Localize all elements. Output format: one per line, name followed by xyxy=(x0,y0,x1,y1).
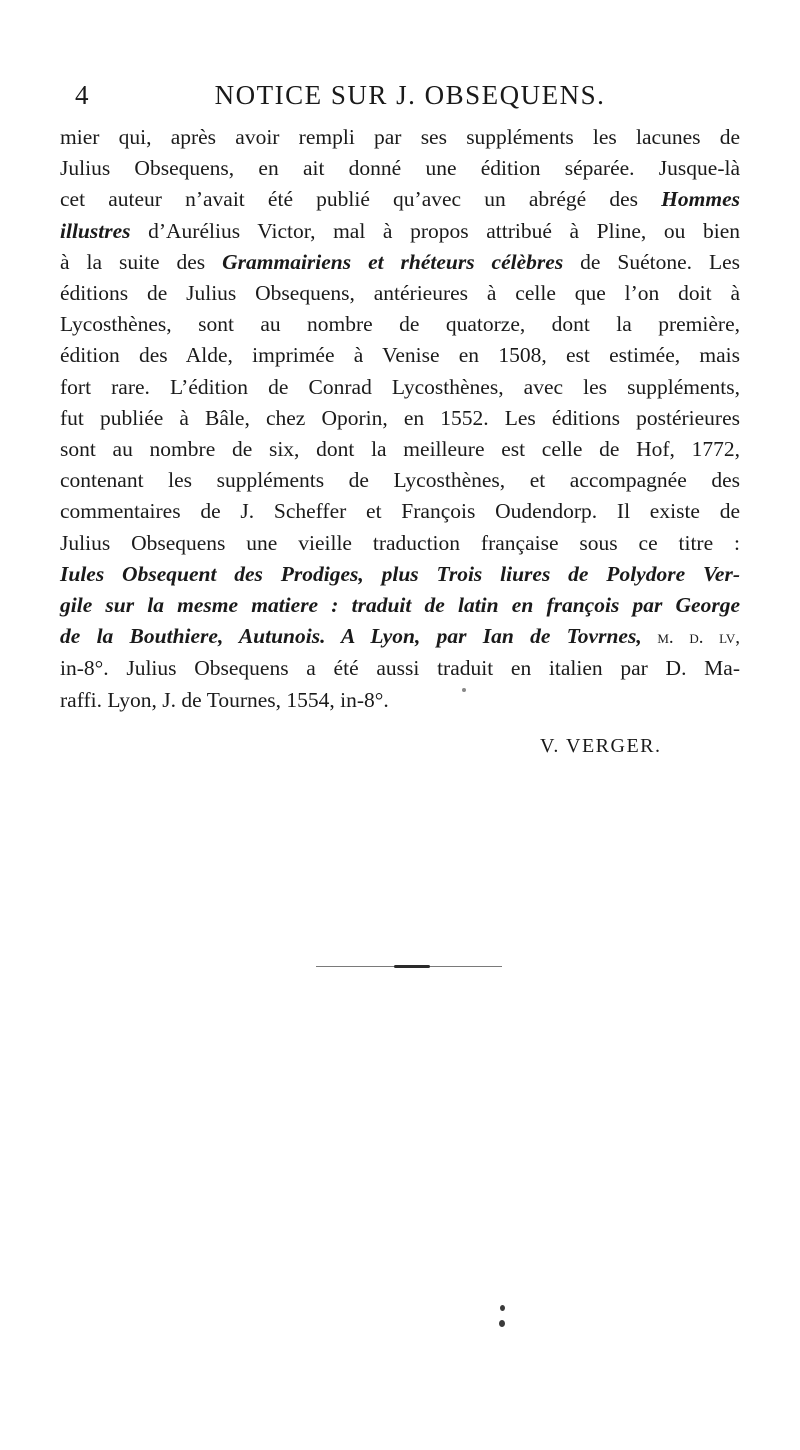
text-line-13: commentaires de J. Scheffer et François Oudendorp. Il existe de xyxy=(60,499,740,524)
divider-swell xyxy=(394,965,430,968)
text-line-11: sont au nombre de six, dont la meilleure est celle de Hof, 1772, xyxy=(60,437,740,462)
ornamental-divider xyxy=(316,965,502,969)
text-line-17 xyxy=(60,621,740,653)
text-run: de Suétone. Les xyxy=(563,249,740,274)
text-run: d’Aurélius Victor, mal à propos attribué à Pline, ou bien xyxy=(130,218,740,243)
text-line-3 xyxy=(60,184,740,215)
text-run: à la suite des xyxy=(60,249,223,274)
text-line-6: éditions de Julius Obsequens, antérieures à celle que l’on doit à xyxy=(60,281,740,306)
text-line-4 xyxy=(60,216,740,247)
body-paragraph xyxy=(60,122,740,716)
text-line-14: Julius Obsequens une vieille traduction française sous ce titre : xyxy=(60,530,740,555)
paper-speck xyxy=(462,688,466,692)
text-line-10: fut publiée à Bâle, chez Oporin, en 1552. Les éditions postérieures xyxy=(60,405,740,430)
text-line-1: mier qui, après avoir rempli par ses suppléments les lacunes de xyxy=(60,125,740,149)
paper-speck xyxy=(499,1320,505,1327)
italic-title-bouthiere: de la Bouthiere, Autunois. A Lyon, par Ian de Tovrnes, xyxy=(60,624,642,649)
page-number: 4 xyxy=(75,80,90,110)
text-run: cet auteur n’avait été publié qu’avec un abrégé des xyxy=(60,187,662,212)
text-line-16 xyxy=(60,590,740,621)
running-head xyxy=(75,80,745,114)
text-line-9: fort rare. L’édition de Conrad Lycosthènes, avec les suppléments, xyxy=(60,374,740,399)
italic-title-gile: gile sur la mesme matiere : traduit de latin en françois par George xyxy=(60,593,740,618)
text-line-7: Lycosthènes, sont au nombre de quatorze, dont la première, xyxy=(60,312,740,337)
text-line-15 xyxy=(60,559,740,590)
italic-title-illustres: illustres xyxy=(60,218,131,243)
text-line-8: édition des Alde, imprimée à Venise en 1508, est estimée, mais xyxy=(60,343,740,368)
text-line-2: Julius Obsequens, en ait donné une édition séparée. Jusque-là xyxy=(60,156,740,181)
text-line-5 xyxy=(60,247,740,278)
italic-title-hommes: Hommes xyxy=(661,187,740,212)
text-line-19: raffi. Lyon, J. de Tournes, 1554, in-8°. xyxy=(60,687,389,712)
small-caps-date: m. d. lv, xyxy=(641,627,740,649)
italic-title-grammairiens: Grammairiens et rhéteurs célèbres xyxy=(222,249,564,274)
text-line-12: contenant les suppléments de Lycosthènes, et accompagnée des xyxy=(60,468,740,493)
paper-speck xyxy=(500,1305,505,1311)
author-signature: V. VERGER. xyxy=(540,735,662,757)
text-line-18: in-8°. Julius Obsequens a été aussi traduit en italien par D. Ma- xyxy=(60,656,740,681)
running-title: NOTICE SUR J. OBSEQUENS. xyxy=(214,80,606,110)
italic-title-iules: Iules Obsequent des Prodiges, plus Trois liures de Polydore Ver- xyxy=(60,561,740,586)
